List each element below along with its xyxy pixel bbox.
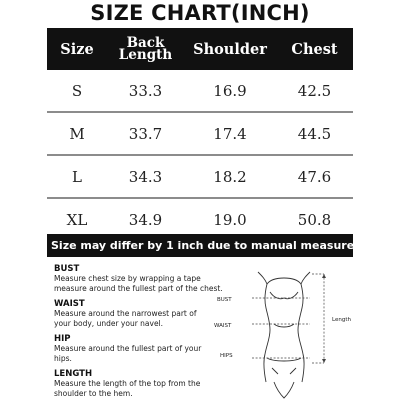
cell-size: S	[71, 81, 83, 100]
cell-back-length: 34.3	[128, 167, 163, 186]
header-back-length	[107, 28, 184, 70]
measurement-lines	[252, 274, 324, 363]
table-row	[47, 70, 353, 113]
guide-length-label: LENGTH	[54, 369, 93, 379]
header-back-length-line1: Back	[126, 35, 165, 51]
cell-back-length: 33.3	[128, 81, 163, 100]
body-silhouette	[258, 272, 310, 398]
guide-length	[54, 369, 232, 399]
guide-bust-text-line2: measure around the fullest part of the chest.	[54, 284, 223, 293]
guide-bust-text-line1: Measure chest size by wrapping a tape	[54, 274, 201, 283]
guide-waist-text-line2: your body, under your navel.	[54, 319, 164, 328]
guide-length-text-line1: Measure the length of the top from the	[54, 379, 201, 388]
table-row	[47, 156, 353, 199]
cell-size: L	[72, 167, 82, 186]
size-table	[47, 28, 353, 240]
cell-shoulder: 17.4	[213, 124, 247, 143]
guide-length-text-line2: shoulder to the hem.	[54, 389, 133, 398]
cell-shoulder: 19.0	[213, 210, 247, 229]
figure-length-label: Length	[332, 317, 351, 323]
cell-size: M	[69, 124, 85, 143]
header-shoulder: Shoulder	[193, 40, 267, 58]
guide-waist	[54, 299, 232, 329]
cell-chest: 50.8	[297, 210, 332, 229]
measurement-note-banner: Size may differ by 1 inch due to manual measurement.	[47, 234, 353, 257]
body-measurement-diagram	[214, 262, 364, 400]
cell-shoulder: 16.9	[213, 81, 247, 100]
guide-hip-label: HIP	[54, 334, 71, 344]
chart-title: SIZE CHART(INCH)	[90, 1, 310, 25]
cell-chest: 42.5	[297, 81, 332, 100]
cell-back-length: 34.9	[128, 210, 163, 229]
cell-chest: 47.6	[297, 167, 332, 186]
guide-hip-text-line2: hips.	[54, 354, 72, 363]
header-size: Size	[60, 40, 94, 58]
measurement-guide	[54, 264, 232, 404]
guide-hip-text-line1: Measure around the fullest part of your	[54, 344, 202, 353]
header-chest: Chest	[291, 40, 338, 58]
guide-hip	[54, 334, 232, 364]
header-back-length-line2: Length	[118, 47, 173, 63]
guide-bust	[54, 264, 232, 294]
figure-waist-label: WAIST	[214, 323, 232, 329]
cell-size: XL	[66, 210, 88, 229]
figure-bust-label: BUST	[217, 297, 232, 303]
guide-waist-text-line1: Measure around the narrowest part of	[54, 309, 197, 318]
cell-shoulder: 18.2	[213, 167, 247, 186]
table-row	[47, 113, 353, 156]
guide-waist-label: WAIST	[54, 299, 85, 309]
guide-bust-label: BUST	[54, 264, 80, 274]
cell-chest: 44.5	[297, 124, 332, 143]
figure-hips-label: HIPS	[220, 353, 233, 359]
cell-back-length: 33.7	[128, 124, 163, 143]
table-header	[47, 28, 353, 70]
